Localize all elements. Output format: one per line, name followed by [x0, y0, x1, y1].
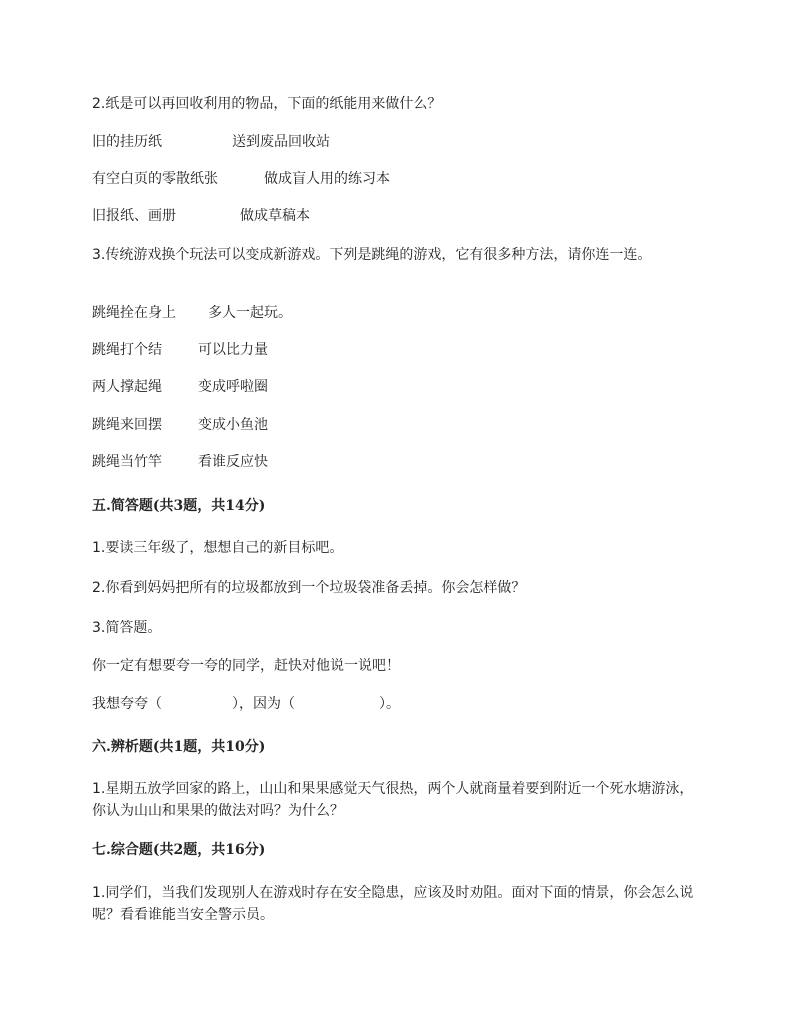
q2-title: 2.纸是可以再回收利用的物品，下面的纸能用来做什么？ [92, 96, 442, 112]
q2-pair-3 [92, 206, 310, 226]
q3-pair-right: 多人一起玩。 [208, 305, 292, 321]
q3-pair-right: 看谁反应快 [198, 454, 268, 470]
q3-pair-left: 两人撑起绳 [92, 379, 162, 395]
q2-pair-left: 旧报纸、画册 [92, 208, 176, 224]
section-5-heading: 五.简答题(共3题，共14分) [92, 498, 266, 514]
q3-pair-5 [92, 452, 268, 472]
section-7-heading: 七.综合题(共2题，共16分) [92, 842, 266, 858]
q3-pair-3 [92, 377, 268, 397]
section-6-heading: 六.辨析题(共1题，共10分) [92, 739, 266, 755]
sec7-q1: 1.同学们，当我们发现别人在游戏时存在安全隐患，应该及时劝阻。面对下面的情景，你会怎么说呢？看看谁能当安全警示员。 [92, 885, 694, 923]
q3-pair-left: 跳绳拴在身上 [92, 305, 176, 321]
sec5-q1: 1.要读三年级了，想想自己的新目标吧。 [92, 540, 344, 556]
q2-pair-2 [92, 169, 390, 189]
q2-pair-left: 旧的挂历纸 [92, 134, 162, 150]
sec5-q3-line1: 你一定有想要夸一夸的同学，赶快对他说一说吧！ [92, 658, 400, 674]
q3-pair-right: 变成小鱼池 [198, 417, 268, 433]
q3-pair-4 [92, 415, 268, 435]
q3-pair-right: 变成呼啦圈 [198, 379, 268, 395]
q2-pair-right: 送到废品回收站 [232, 134, 330, 150]
sec5-q3-line2: 我想夸夸（ ），因为（ ）。 [92, 696, 400, 712]
q3-pair-left: 跳绳当竹竿 [92, 454, 162, 470]
q3-pair-left: 跳绳打个结 [92, 342, 162, 358]
q2-pair-1 [92, 132, 330, 152]
q3-pair-left: 跳绳来回摆 [92, 417, 162, 433]
q2-pair-right: 做成盲人用的练习本 [264, 171, 390, 187]
q3-pair-2 [92, 340, 268, 360]
q3-pair-1 [92, 303, 292, 323]
sec5-q3: 3.简答题。 [92, 620, 162, 636]
sec6-q1: 1.星期五放学回家的路上，山山和果果感觉天气很热，两个人就商量着要到附近一个死水塘游泳，你认为山山和果果的做法对吗？为什么？ [92, 781, 694, 819]
q2-pair-left: 有空白页的零散纸张 [92, 171, 218, 187]
q3-pair-right: 可以比力量 [198, 342, 268, 358]
q3-title: 3.传统游戏换个玩法可以变成新游戏。下列是跳绳的游戏，它有很多种方法，请你连一连。 [92, 247, 652, 263]
q2-pair-right: 做成草稿本 [240, 208, 310, 224]
sec5-q2: 2.你看到妈妈把所有的垃圾都放到一个垃圾袋准备丢掉。你会怎样做？ [92, 580, 526, 596]
